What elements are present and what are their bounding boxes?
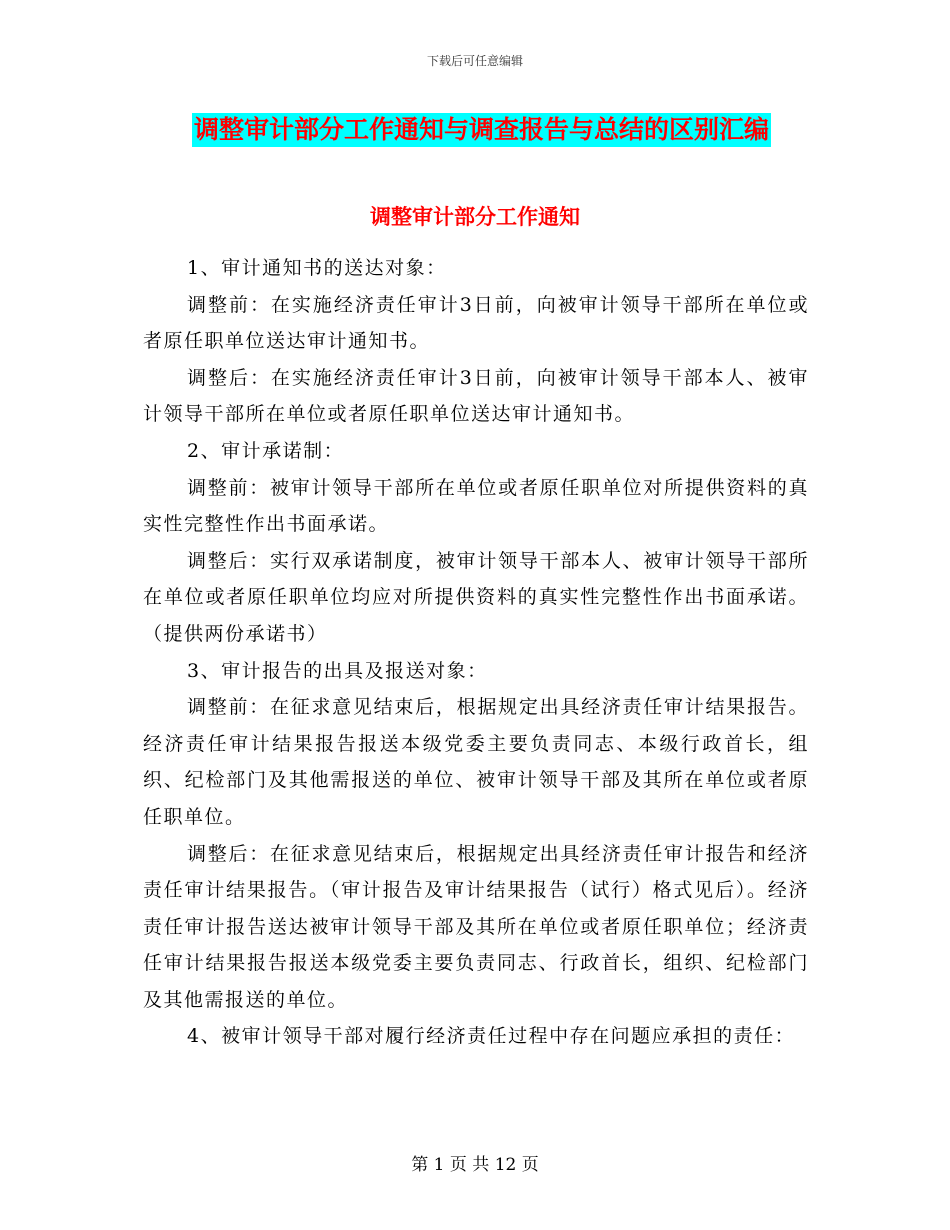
paragraph-item-2-after: 调整后：实行双承诺制度，被审计领导干部本人、被审计领导干部所在单位或者原任职单位均应对所提供资料的真实性完整性作出书面承诺。（提供两份承诺书） [143, 549, 809, 645]
paragraph-item-1-heading: 1、审计通知书的送达对象： [187, 257, 447, 279]
section-title: 调整审计部分工作通知 [370, 205, 580, 229]
paragraph-item-3-before: 调整前：在征求意见结束后，根据规定出具经济责任审计结果报告。经济责任审计结果报告报送本级党委主要负责同志、本级行政首长，组织、纪检部门及其他需报送的单位、被审计领导干部及其所在单位或者原任职单位。 [143, 696, 809, 828]
paragraph-item-1-after: 调整后：在实施经济责任审计3日前，向被审计领导干部本人、被审计领导干部所在单位或者原任职单位送达审计通知书。 [143, 366, 809, 426]
paragraph-item-1-before: 调整前：在实施经济责任审计3日前，向被审计领导干部所在单位或者原任职单位送达审计通知书。 [143, 293, 809, 353]
document-title: 调整审计部分工作通知与调查报告与总结的区别汇编 [192, 113, 771, 147]
paragraph-item-2-before: 调整前：被审计领导干部所在单位或者原任职单位对所提供资料的真实性完整性作出书面承诺。 [143, 476, 809, 536]
paragraph-item-3-after: 调整后：在征求意见结束后，根据规定出具经济责任审计报告和经济责任审计结果报告。（审计报告及审计结果报告（试行）格式见后）。经济责任审计报告送达被审计领导干部及其所在单位或者原任职单位；经济责任审计结果报告报送本级党委主要负责同志、行政首长，组织、纪检部门及其他需报送的单位。 [143, 842, 809, 1011]
paragraph-item-2-heading: 2、审计承诺制： [187, 439, 345, 462]
page-indicator: 第 1 页 共 12 页 [411, 1155, 539, 1175]
document-body [143, 250, 809, 1055]
paragraph-item-4-heading: 4、被审计领导干部对履行经济责任过程中存在问题应承担的责任： [187, 1025, 796, 1048]
paragraph-item-3-heading: 3、审计报告的出具及报送对象： [187, 659, 488, 682]
header-note: 下载后可任意编辑 [426, 54, 523, 68]
